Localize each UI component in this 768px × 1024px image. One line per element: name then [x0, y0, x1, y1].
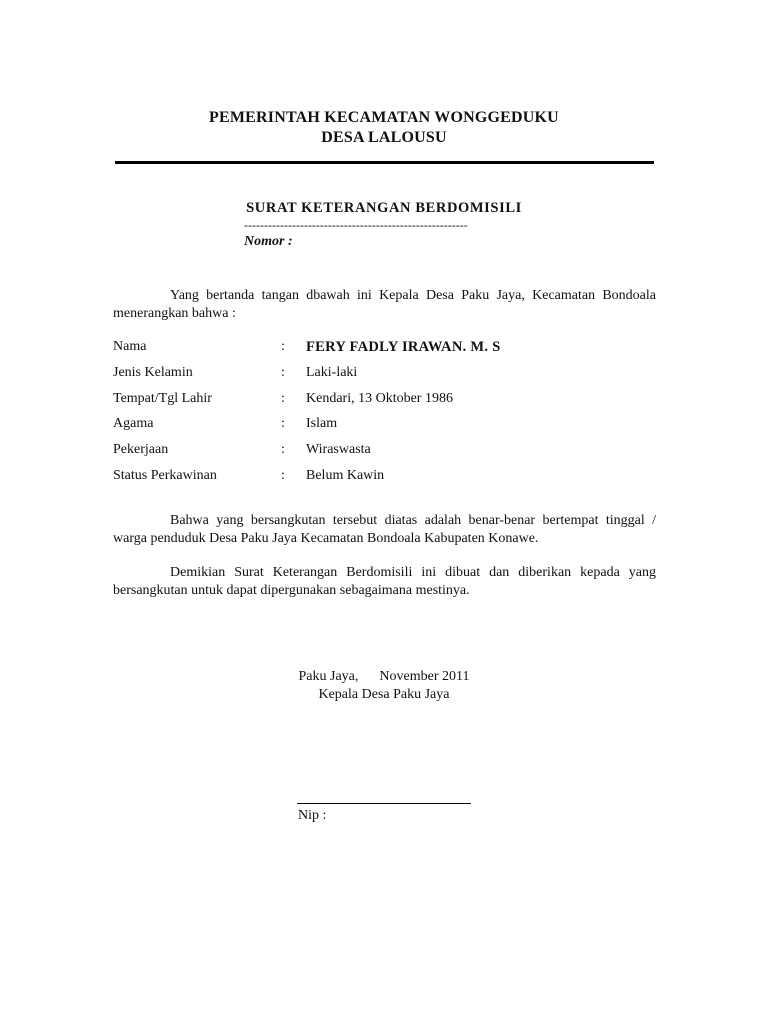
field-value: Wiraswasta: [306, 442, 371, 457]
field-value: Kendari, 13 Oktober 1986: [306, 391, 453, 406]
signature-position: Kepala Desa Paku Jaya: [318, 687, 450, 702]
field-value: FERY FADLY IRAWAN. M. S: [306, 339, 501, 355]
field-tempat-tgl-lahir: [113, 391, 656, 411]
body-paragraph-closing: Demikian Surat Keterangan Berdomisili ini dibuat dan diberikan kepada yang bersangkutan untuk dapat dipergunakan sebagaimana mestinya.: [113, 565, 656, 598]
field-colon: :: [281, 391, 285, 406]
field-colon: :: [281, 468, 285, 483]
field-nama: [113, 339, 656, 359]
letterhead-village: DESA LALOUSU: [321, 129, 447, 146]
letter-number-label: Nomor :: [244, 234, 293, 249]
intro-paragraph: Yang bertanda tangan dbawah ini Kepala Desa Paku Jaya, Kecamatan Bondoala menerangkan bahwa :: [113, 288, 656, 321]
signature-nip-label: Nip :: [298, 808, 327, 823]
field-value: Islam: [306, 416, 338, 431]
body-paragraph-residence: Bahwa yang bersangkutan tersebut diatas adalah benar-benar bertempat tinggal / warga penduduk Desa Paku Jaya Kecamatan Bondoala Kabupaten Konawe.: [113, 513, 656, 546]
field-colon: :: [281, 339, 285, 354]
field-label: Agama: [113, 416, 154, 431]
letterhead-divider: [115, 161, 654, 164]
signature-place-date: Paku Jaya, November 2011: [298, 669, 470, 684]
field-label: Jenis Kelamin: [113, 365, 193, 380]
signature-line: [297, 803, 471, 804]
field-status-perkawinan: [113, 468, 656, 488]
field-agama: [113, 416, 656, 436]
letter-title: SURAT KETERANGAN BERDOMISILI: [246, 200, 522, 216]
letterhead-government: PEMERINTAH KECAMATAN WONGGEDUKU: [209, 109, 559, 126]
field-label: Status Perkawinan: [113, 468, 217, 483]
field-value: Belum Kawin: [306, 468, 385, 483]
field-label: Nama: [113, 339, 147, 354]
field-pekerjaan: [113, 442, 656, 462]
field-colon: :: [281, 442, 285, 457]
field-colon: :: [281, 416, 285, 431]
field-value: Laki-laki: [306, 365, 358, 380]
field-colon: :: [281, 365, 285, 380]
title-dashes: --------------------------------------------------------: [244, 218, 468, 232]
field-label: Pekerjaan: [113, 442, 169, 457]
field-label: Tempat/Tgl Lahir: [113, 391, 212, 406]
field-jenis-kelamin: [113, 365, 656, 385]
